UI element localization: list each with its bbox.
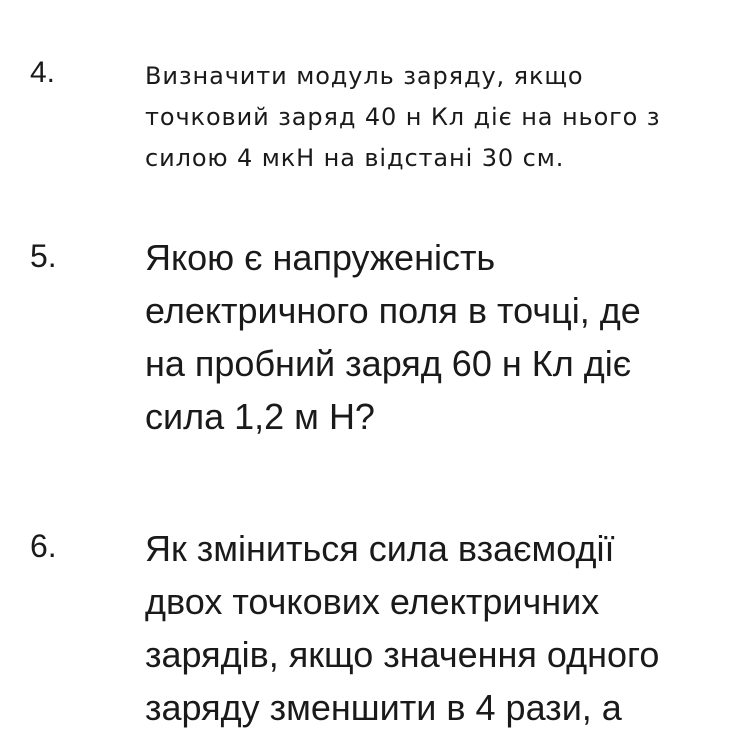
problem-4-line-3: силою 4 мкН на відстані 30 см. xyxy=(145,144,565,172)
problem-5-line-3: на пробний заряд 60 н Кл діє xyxy=(145,343,632,384)
problem-6-line-1: Як зміниться сила взаємодії xyxy=(145,528,615,569)
problem-5-line-2: електричного поля в точці, де xyxy=(145,290,641,331)
problem-5-number: 5. xyxy=(30,238,57,274)
problem-6-line-2: двох точкових електричних xyxy=(145,581,600,622)
problem-4-line-2: точковий заряд 40 н Кл діє на нього з xyxy=(145,103,661,131)
problem-6-number: 6. xyxy=(30,528,57,564)
problem-4-number: 4. xyxy=(30,56,56,89)
problem-4-line-1: Визначити модуль заряду, якщо xyxy=(145,62,584,90)
problem-5-line-4: сила 1,2 м Н? xyxy=(145,396,375,437)
problem-5-line-1: Якою є напруженість xyxy=(145,237,496,278)
problem-6-line-4: заряду зменшити в 4 рази, а xyxy=(145,687,622,728)
problem-6-line-3: зарядів, якщо значення одного xyxy=(145,634,660,675)
